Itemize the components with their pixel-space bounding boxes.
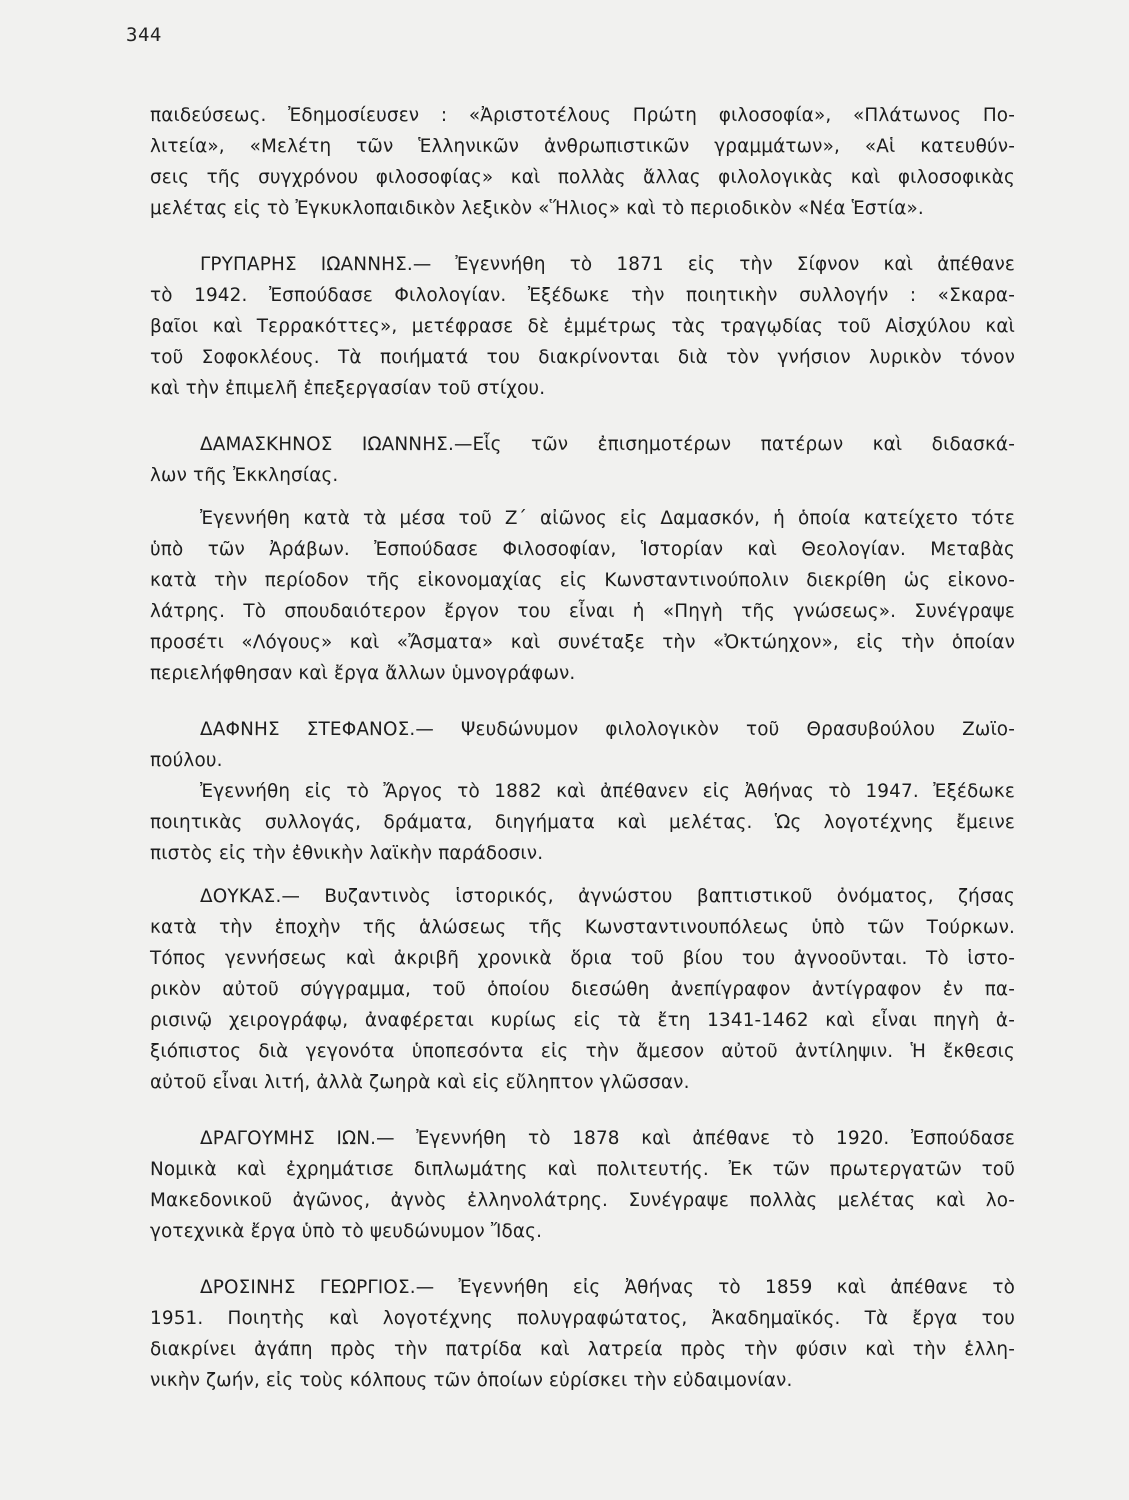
entry-gryparis: [150, 249, 1015, 404]
entry-heading-line: ΔΑΦΝΗΣ ΣΤΕΦΑΝΟΣ.— Ψευδώνυμον φιλολογικὸν τοῦ Θρασυβούλου Ζωϊο-: [200, 719, 1015, 740]
entry-heading-line: ΔΡΟΣΙΝΗΣ ΓΕΩΡΓΙΟΣ.— Ἐγεννήθη εἰς Ἀθήνας τὸ 1859 καὶ ἀπέθανε τὸ: [200, 1277, 1015, 1298]
text-line: πιστὸς εἰς τὴν ἐθνικὴν λαϊκὴν παράδοσιν.: [150, 843, 544, 864]
entry-damaskinos-body: [150, 503, 1015, 689]
paragraph-continuation: [150, 100, 1015, 224]
text-line: ποιητικὰς συλλογάς, δράματα, διηγήματα καὶ μελέτας. Ὡς λογοτέχνης ἔμεινε: [150, 812, 1015, 833]
text-line: νικὴν ζωήν, εἰς τοὺς κόλπους τῶν ὁποίων εὑρίσκει τὴν εὐδαιμονίαν.: [150, 1370, 793, 1391]
text-line: ρικὸν αὐτοῦ σύγγραμμα, τοῦ ὁποίου διεσώθη ἀνεπίγραφον ἀντίγραφον ἐν πα-: [150, 979, 1015, 1000]
text-line: Τόπος γεννήσεως καὶ ἀκριβῆ χρονικὰ ὅρια τοῦ βίου του ἀγνοοῦνται. Τὸ ἱστο-: [150, 948, 1015, 969]
text-line: πούλου.: [150, 750, 223, 771]
text-line: 1951. Ποιητὴς καὶ λογοτέχνης πολυγραφώτατος, Ἀκαδημαϊκός. Τὰ ἔργα του: [150, 1308, 1015, 1329]
text-line: αὐτοῦ εἶναι λιτή, ἀλλὰ ζωηρὰ καὶ εἰς εὔληπτον γλῶσσαν.: [150, 1072, 690, 1093]
text-line: ξιόπιστος διὰ γεγονότα ὑποπεσόντα εἰς τὴν ἄμεσον αὐτοῦ ἀντίληψιν. Ἡ ἔκθεσις: [150, 1041, 1015, 1062]
entry-heading-line: ΔΟΥΚΑΣ.— Βυζαντινὸς ἱστορικός, ἀγνώστου βαπτιστικοῦ ὀνόματος, ζήσας: [200, 886, 1015, 907]
entry-dafnis-body: [150, 776, 1015, 869]
text-line: λάτρης. Τὸ σπουδαιότερον ἔργον του εἶναι ἡ «Πηγὴ τῆς γνώσεως». Συνέγραψε: [150, 601, 1015, 622]
text-line: λιτεία», «Μελέτη τῶν Ἑλληνικῶν ἀνθρωπιστικῶν γραμμάτων», «Αἱ κατευθύν-: [150, 136, 1015, 157]
entry-doukas: [150, 881, 1015, 1098]
text-line: βαῖοι καὶ Τερρακόττες», μετέφρασε δὲ ἐμμέτρως τὰς τραγῳδίας τοῦ Αἰσχύλου καὶ: [150, 316, 1015, 337]
entry-damaskinos: [150, 429, 1015, 491]
text-line: κατὰ τὴν περίοδον τῆς εἰκονομαχίας εἰς Κωνσταντινούπολιν διεκρίθη ὡς εἰκονο-: [150, 570, 1015, 591]
text-line: τὸ 1942. Ἐσπούδασε Φιλολογίαν. Ἐξέδωκε τὴν ποιητικὴν συλλογήν : «Σκαρα-: [150, 285, 1015, 306]
text-line: Νομικὰ καὶ ἐχρημάτισε διπλωμάτης καὶ πολιτευτής. Ἐκ τῶν πρωτεργατῶν τοῦ: [150, 1159, 1015, 1180]
text-line: κατὰ τὴν ἐποχὴν τῆς ἁλώσεως τῆς Κωνσταντινουπόλεως ὑπὸ τῶν Τούρκων.: [150, 917, 1015, 938]
entry-dafnis: [150, 714, 1015, 776]
text-line: καὶ τὴν ἐπιμελῆ ἐπεξεργασίαν τοῦ στίχου.: [150, 378, 546, 399]
text-line: λων τῆς Ἐκκλησίας.: [150, 465, 339, 486]
text-line: Μακεδονικοῦ ἀγῶνος, ἀγνὸς ἐλληνολάτρης. Συνέγραψε πολλὰς μελέτας καὶ λο-: [150, 1190, 1015, 1211]
text-line: Ἐγεννήθη εἰς τὸ Ἄργος τὸ 1882 καὶ ἀπέθανεν εἰς Ἀθήνας τὸ 1947. Ἐξέδωκε: [200, 781, 1015, 802]
text-line: τοῦ Σοφοκλέους. Τὰ ποιήματά του διακρίνονται διὰ τὸν γνήσιον λυρικὸν τόνον: [150, 347, 1015, 368]
entry-heading-line: ΔΡΑΓΟΥΜΗΣ ΙΩΝ.— Ἐγεννήθη τὸ 1878 καὶ ἀπέθανε τὸ 1920. Ἐσπούδασε: [200, 1128, 1015, 1149]
text-line: Ἐγεννήθη κατὰ τὰ μέσα τοῦ Ζ΄ αἰῶνος εἰς Δαμασκόν, ἡ ὁποία κατείχετο τότε: [200, 508, 1015, 529]
text-line: διακρίνει ἀγάπη πρὸς τὴν πατρίδα καὶ λατρεία πρὸς τὴν φύσιν καὶ τὴν ἑλλη-: [150, 1339, 1015, 1360]
text-line: ὑπὸ τῶν Ἀράβων. Ἐσπούδασε Φιλοσοφίαν, Ἱστορίαν καὶ Θεολογίαν. Μεταβὰς: [150, 539, 1015, 560]
entry-dragoumis: [150, 1123, 1015, 1247]
entry-heading-line: ΓΡΥΠΑΡΗΣ ΙΩΑΝΝΗΣ.— Ἐγεννήθη τὸ 1871 εἰς τὴν Σίφνον καὶ ἀπέθανε: [200, 254, 1015, 275]
text-line: γοτεχνικὰ ἔργα ὑπὸ τὸ ψευδώνυμον Ἴδας.: [150, 1221, 543, 1242]
text-line: σεις τῆς συγχρόνου φιλοσοφίας» καὶ πολλὰς ἄλλας φιλολογικὰς καὶ φιλοσοφικὰς: [150, 167, 1015, 188]
text-body: [150, 100, 1015, 1396]
text-line: ρισινῷ χειρογράφῳ, ἀναφέρεται κυρίως εἰς τὰ ἔτη 1341-1462 καὶ εἶναι πηγὴ ἀ-: [150, 1010, 1015, 1031]
text-line: προσέτι «Λόγους» καὶ «Ἄσματα» καὶ συνέταξε τὴν «Ὀκτώηχον», εἰς τὴν ὁποίαν: [150, 632, 1015, 653]
text-line: παιδεύσεως. Ἐδημοσίευσεν : «Ἀριστοτέλους Πρώτη φιλοσοφία», «Πλάτωνος Πο-: [150, 105, 1015, 126]
text-line: περιελήφθησαν καὶ ἔργα ἄλλων ὑμνογράφων.: [150, 663, 576, 684]
entry-heading-line: ΔΑΜΑΣΚΗΝΟΣ ΙΩΑΝΝΗΣ.—Εἷς τῶν ἐπισημοτέρων πατέρων καὶ διδασκά-: [200, 434, 1015, 455]
entry-drosinis: [150, 1272, 1015, 1396]
page-number: 344: [126, 24, 162, 46]
text-line: μελέτας εἰς τὸ Ἐγκυκλοπαιδικὸν λεξικὸν «Ἥλιος» καὶ τὸ περιοδικὸν «Νέα Ἑστία».: [150, 198, 924, 219]
